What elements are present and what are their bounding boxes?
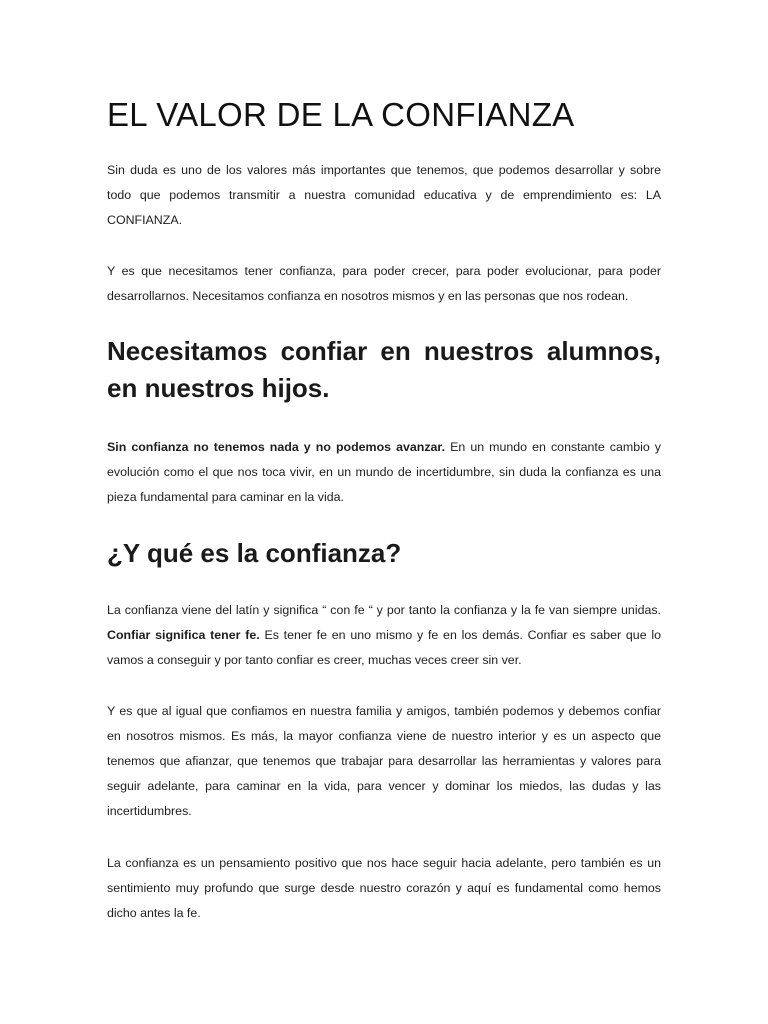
paragraph-without-confidence-text: En un mundo en constante cambio y evolución como el que nos toca vivir, en un mundo de incertidumbre, sin duda la confianza es una pieza fundamental para caminar en la vida. [107,440,661,504]
section-heading-what-is-confidence: ¿Y qué es la confianza? [107,538,402,568]
paragraph-latin-origin-text-b: Es tener fe en uno mismo y fe en los demás. Confiar es saber que lo vamos a conseguir y por tanto confiar es creer, muchas veces creer sin ver. [107,628,661,667]
section-heading-trust-students: Necesitamos confiar en nuestros alumnos, en nuestros hijos. [107,336,661,403]
paragraph-intro: Sin duda es uno de los valores más importantes que tenemos, que podemos desarrollar y sobre todo que podemos transmitir a nuestra comunidad educativa y de emprendimiento es: LA CONFIANZA. [107,163,661,227]
document-title: EL VALOR DE LA CONFIANZA [107,96,575,133]
paragraph-latin-origin-text-a: La confianza viene del latín y significa “ con fe “ y por tanto la confianza y la fe van siempre unidas. [107,603,661,617]
paragraph-without-confidence-bold: Sin confianza no tenemos nada y no podemos avanzar. [107,440,446,454]
paragraph-latin-origin-bold: Confiar significa tener fe. [107,628,260,642]
paragraph-latin-origin [107,598,661,673]
paragraph-without-confidence [107,435,661,510]
paragraph-trust-ourselves: Y es que al igual que confiamos en nuestra familia y amigos, también podemos y debemos confiar en nosotros mismos. Es más, la mayor confianza viene de nuestro interior y es un aspecto que tenemos que afianzar, que tenemos que trabajar para desarrollar las herramientas y valores para seguir adelante, para caminar en la vida, para vencer y dominar los miedos, las dudas y las incertidumbres. [107,704,661,818]
paragraph-need-confidence: Y es que necesitamos tener confianza, para poder crecer, para poder evolucionar, para poder desarrollarnos. Necesitamos confianza en nosotros mismos y en las personas que nos rodean. [107,264,661,303]
paragraph-positive-thought: La confianza es un pensamiento positivo que nos hace seguir hacia adelante, pero también es un sentimiento muy profundo que surge desde nuestro corazón y aquí es fundamental como hemos dicho antes la fe. [107,856,661,920]
